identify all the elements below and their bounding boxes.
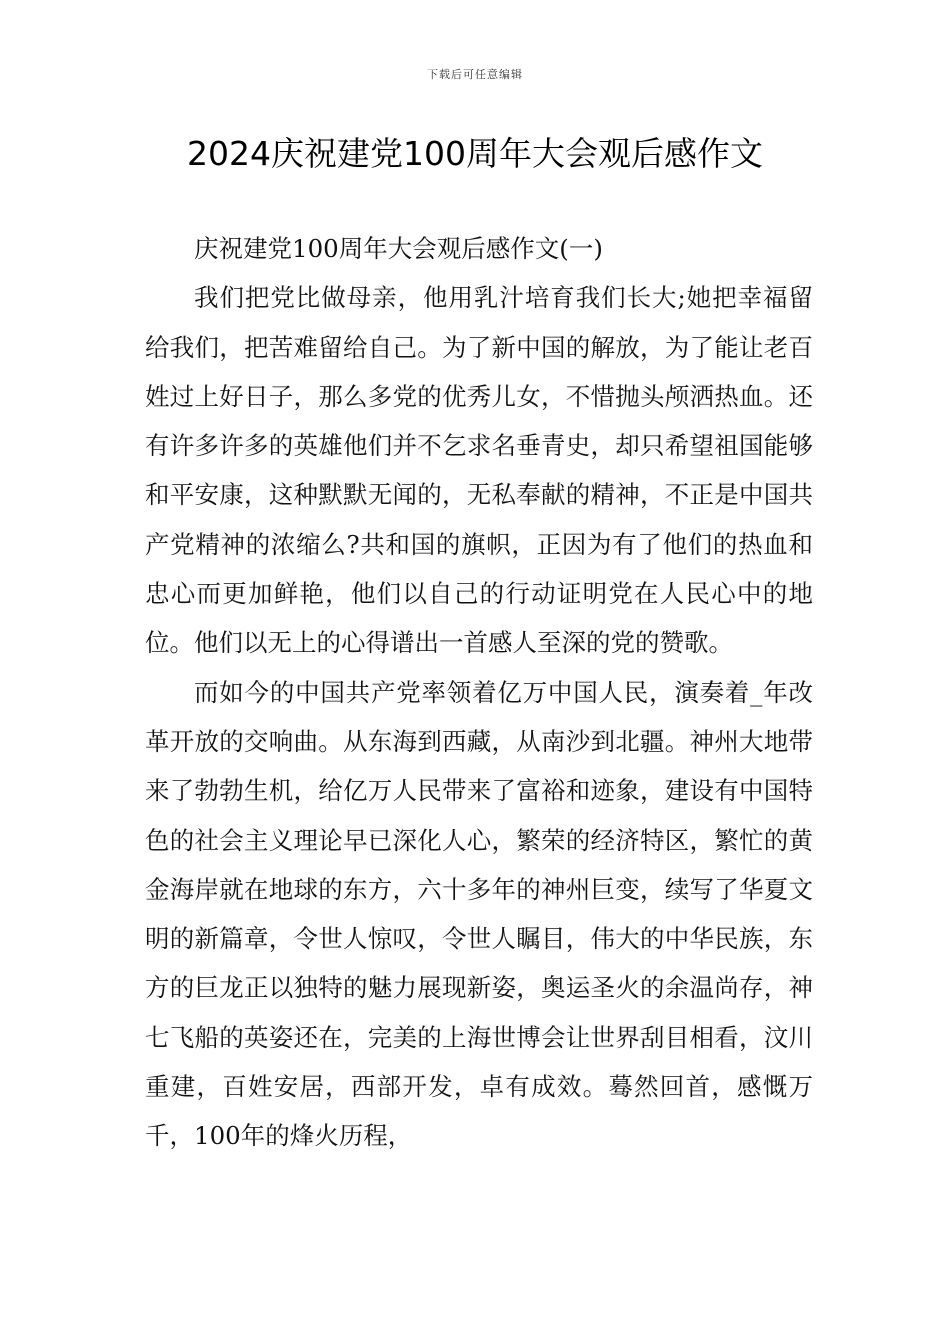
section-heading: 庆祝建党100周年大会观后感作文(一) (194, 234, 603, 263)
document-body (145, 224, 813, 1161)
document-title: 2024庆祝建党100周年大会观后感作文 (187, 134, 763, 173)
body-paragraph-2: 而如今的中国共产党率领着亿万中国人民，演奏着_年改革开放的交响曲。从东海到西藏，从南沙到北疆。神州大地带来了勃勃生机，给亿万人民带来了富裕和迹象，建设有中国特色的社会主义理论早已深化人心，繁荣的经济特区，繁忙的黄金海岸就在地球的东方，六十多年的神州巨变，续写了华夏文明的新篇章，令世人惊叹，令世人瞩目，伟大的中华民族，东方的巨龙正以独特的魅力展现新姿，奥运圣火的余温尚存，神七飞船的英姿还在，完美的上海世博会让世界刮目相看，汶川重建，百姓安居，西部开发，卓有成效。蓦然回首，感慨万千，100年的烽火历程， (145, 677, 813, 1151)
header-note: 下载后可任意编辑 (427, 68, 523, 81)
body-paragraph-1: 我们把党比做母亲，他用乳汁培育我们长大;她把幸福留给我们，把苦难留给自己。为了新中国的解放，为了能让老百姓过上好日子，那么多党的优秀儿女，不惜抛头颅洒热血。还有许多许多的英雄他们并不乞求名垂青史，却只希望祖国能够和平安康，这种默默无闻的，无私奉献的精神，不正是中国共产党精神的浓缩么?共和国的旗帜，正因为有了他们的热血和忠心而更加鲜艳，他们以自己的行动证明党在人民心中的地位。他们以无上的心得谱出一首感人至深的党的赞歌。 (145, 283, 813, 658)
